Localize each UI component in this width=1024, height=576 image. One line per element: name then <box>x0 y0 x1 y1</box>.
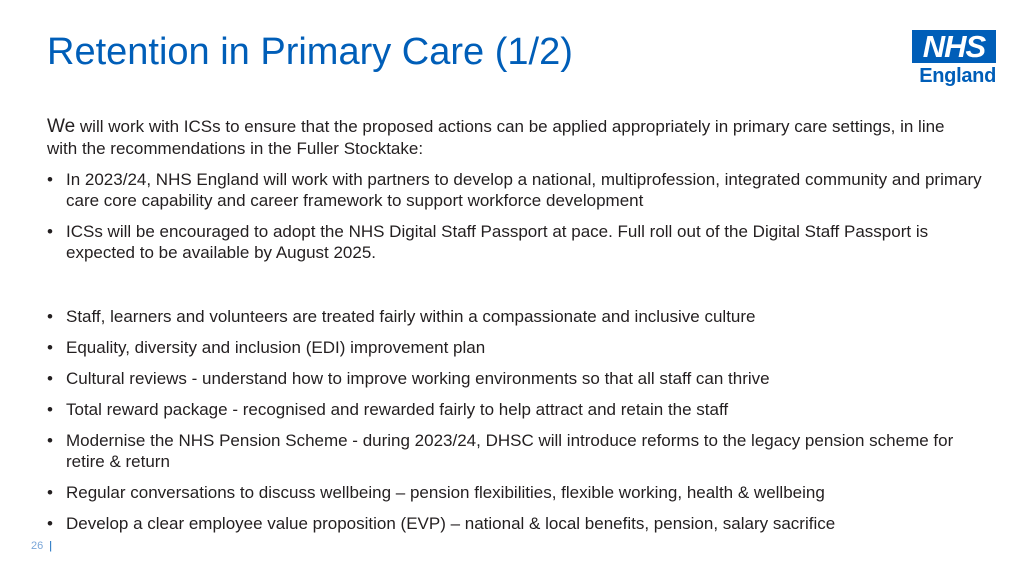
intro-text: will work with ICSs to ensure that the proposed actions can be applied appropriately in primary care settings, in line with the recommendations in the Fuller Stocktake: <box>47 117 945 158</box>
list-item: • Staff, learners and volunteers are treated fairly within a compassionate and inclusive culture <box>47 306 987 327</box>
intro-paragraph <box>47 116 967 160</box>
page-number: 26 <box>31 540 44 552</box>
retention-actions-bullet-list <box>47 306 987 544</box>
list-item: • In 2023/24, NHS England will work with partners to develop a national, multiprofession, integrated community and primary care core capability and career framework to support workforce development <box>47 169 987 211</box>
list-item: • Equality, diversity and inclusion (EDI) improvement plan <box>47 337 987 358</box>
footer-separator: | <box>49 540 53 552</box>
slide-footer <box>31 540 52 552</box>
intro-lead: We <box>47 116 76 137</box>
list-item: • Develop a clear employee value proposition (EVP) – national & local benefits, pension, salary sacrifice <box>47 513 987 534</box>
nhs-england-logo <box>912 30 996 88</box>
list-item: • Cultural reviews - understand how to improve working environments so that all staff can thrive <box>47 368 987 389</box>
list-item: • Regular conversations to discuss wellbeing – pension flexibilities, flexible working, health & wellbeing <box>47 482 987 503</box>
list-item: • ICSs will be encouraged to adopt the NHS Digital Staff Passport at pace. Full roll out of the Digital Staff Passport is expected to be available by August 2025. <box>47 221 987 263</box>
nhs-logo-org: England <box>919 65 996 87</box>
list-item: • Total reward package - recognised and rewarded fairly to help attract and retain the staff <box>47 399 987 420</box>
page-title: Retention in Primary Care (1/2) <box>47 31 573 73</box>
nhs-logo-mark: NHS <box>912 30 996 63</box>
list-item: • Modernise the NHS Pension Scheme - during 2023/24, DHSC will introduce reforms to the legacy pension scheme for retire & return <box>47 430 987 472</box>
fuller-stocktake-bullet-list <box>47 169 987 273</box>
